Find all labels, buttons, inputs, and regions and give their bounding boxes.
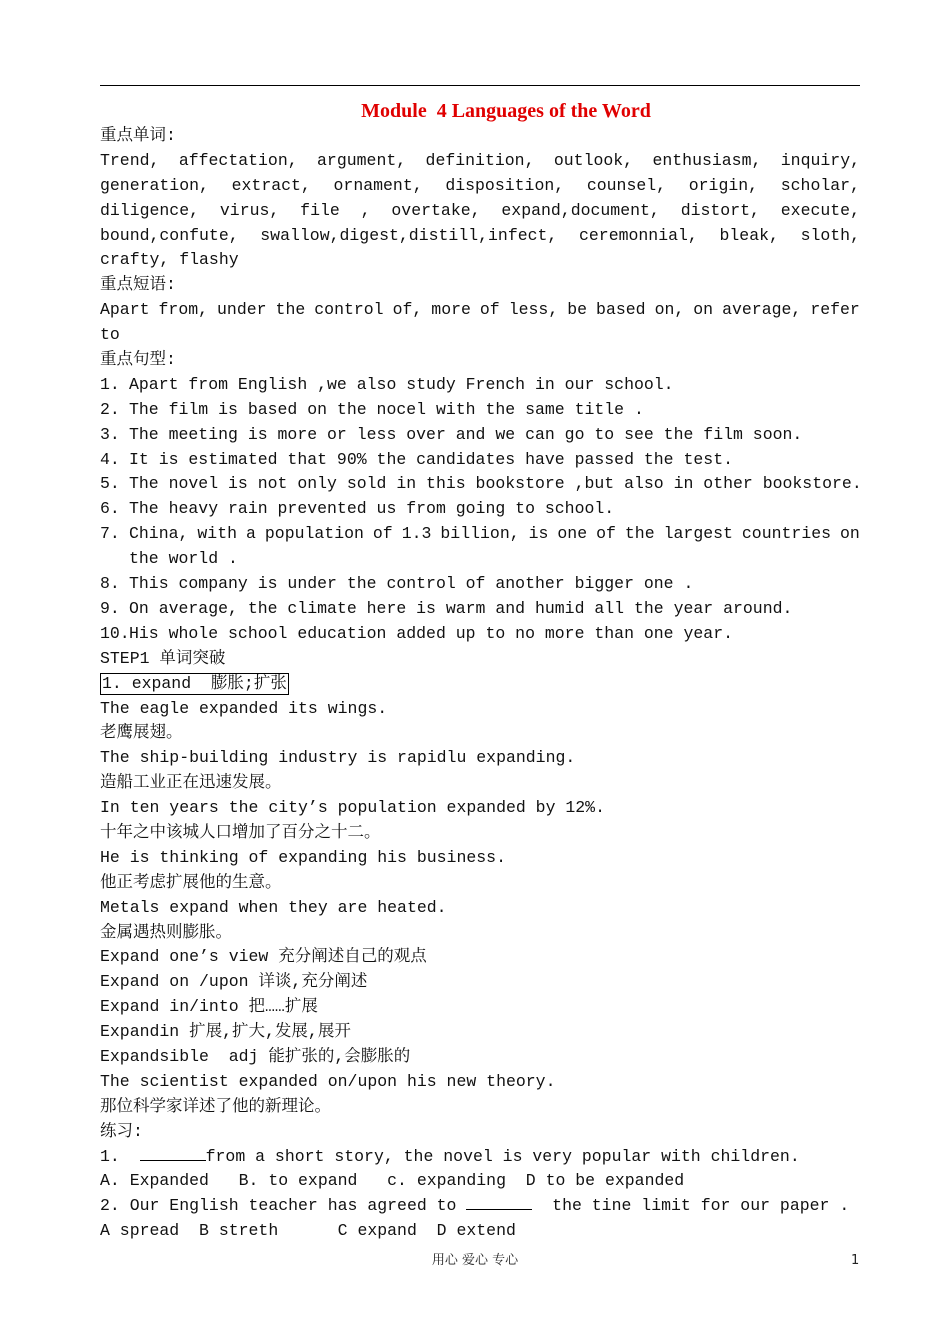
vocab-word: ceremonnial, [579,225,698,245]
example-line: Expand in/into 把……扩展 [100,997,318,1017]
sentence-text: The film is based on the nocel with the same title . [129,399,644,419]
sentence-7-word: one [557,524,588,544]
exercise-1-question: 1. from a short story, the novel is very popular with children. [100,1146,800,1166]
sentence-number: 1. [100,374,120,394]
vocab-heading: 重点单词: [100,126,176,145]
vocab-line [100,224,860,249]
example-line: He is thinking of expanding his business. [100,847,506,867]
answer-blank [140,1146,206,1161]
sentence-number: 10. [100,623,130,643]
phrase-word: under [217,300,267,320]
exercise-2-options: A spread B streth C expand D extend [100,1221,516,1241]
sentence-7-word: population [264,524,364,544]
phrase-heading: 重点短语: [100,275,176,295]
sentence-number: 4. [100,449,120,469]
phrase-word: on [693,300,714,320]
sentence-text: The meeting is more or less over and we can go to see the film soon. [129,424,803,444]
sentence-text: The novel is not only sold in this bookstore ,but also in other bookstore. [129,474,862,494]
vocab-line [100,149,860,174]
sentence-number: 6. [100,499,120,519]
vocab-word: enthusiasm, [652,150,762,170]
example-line: 练习: [100,1121,143,1141]
phrase-word: based [596,300,646,320]
sentence-7-word: billion, [440,524,520,544]
sentence-7-word: China, [129,524,189,544]
sentence-7-word: the [624,524,655,544]
vocab-word: diligence, [100,200,200,220]
example-line: Expand one’s view 充分阐述自己的观点 [100,947,427,967]
example-line: The ship-building industry is rapidlu expanding. [100,748,576,768]
sentence-number: 9. [100,598,120,618]
vocab-line [100,174,860,199]
step1-heading: STEP1 单词突破 [100,648,226,668]
vocab-word: definition, [425,150,535,170]
vocab-word: disposition, [445,175,565,195]
vocab-line [100,199,860,224]
sentence-text: The heavy rain prevented us from going to school. [129,499,615,519]
phrase-word: refer [810,300,860,320]
sentence-number: 2. [100,399,120,419]
example-line: 老鹰展翅。 [100,723,183,743]
sentence-7-word: with [197,524,238,544]
sentence-item [100,373,860,398]
page-title: Module 4 Languages of the Word [361,100,651,122]
example-line: Expandsible adj 能扩张的,会膨胀的 [100,1046,411,1066]
example-line: 造船工业正在迅速发展。 [100,773,282,793]
exercise-2-question: 2. Our English teacher has agreed to the tine limit for our paper . [100,1196,850,1216]
sentence-list-continued [100,572,860,647]
example-line: The scientist expanded on/upon his new theory. [100,1071,556,1091]
sentence-item [100,497,860,522]
phrase-word: of, [392,300,423,320]
sentence-7-word: countries [741,524,832,544]
exercise-1-options: A. Expanded B. to expand c. expanding D to be expanded [100,1171,685,1191]
sentence-7-word: a [246,524,256,544]
sentence-item [100,597,860,622]
sentence-number: 7. [100,524,120,544]
sentence-7-word: largest [663,524,733,544]
sentence-text: This company is under the control of another bigger one . [129,574,694,594]
sentence-number: 3. [100,424,120,444]
vocab-last-line: crafty, flashy [100,250,239,270]
vocab-word: execute, [780,200,860,220]
answer-blank [466,1195,532,1210]
phrase-word: average, [722,300,802,320]
example-line: Expand on /upon 详谈,充分阐述 [100,972,368,992]
example-line: The eagle expanded its wings. [100,698,388,718]
vocab-word: overtake, [391,200,481,220]
example-list [100,697,860,1145]
vocab-word: argument, [317,150,407,170]
sentence-number: 5. [100,474,120,494]
phrase-word: from, [158,300,209,320]
sentence-7-word: is [528,524,549,544]
vocab-word: affectation, [178,150,298,170]
sentence-item [100,398,860,423]
sentence-heading: 重点句型: [100,350,176,370]
sentence-item-7 [100,522,860,572]
vocab-word: , [360,200,371,220]
sentence-7-word: of [596,524,616,544]
vocab-word: generation, [100,175,209,195]
sentence-item [100,622,860,647]
phrase-line [100,298,860,323]
vocab-word: distort, [680,200,760,220]
vocab-word: bleak, [719,225,779,245]
phrase-word: be [567,300,588,320]
example-line: 金属遇热则膨胀。 [100,922,232,942]
sentence-number: 8. [100,574,120,594]
vocab-word: expand,document, [501,200,660,220]
vocab-word: origin, [688,175,759,195]
example-line: In ten years the city’s population expanded by 12%. [100,798,605,818]
phrase-word: Apart [100,300,150,320]
vocab-list [100,149,860,249]
sentence-text: It is estimated that 90% the candidates have passed the test. [129,449,733,469]
page-number: 1 [851,1253,860,1268]
phrase-word: on, [654,300,685,320]
vocab-word: ornament, [333,175,423,195]
example-line: Expandin 扩展,扩大,发展,展开 [100,1022,351,1042]
vocab-word: extract, [231,175,311,195]
sentence-item [100,423,860,448]
vocab-word: virus, [219,200,280,220]
sentence-list [100,373,860,522]
phrase-word: the [275,300,306,320]
vocab-word: scholar, [780,175,860,195]
phrase-word: more [431,300,471,320]
sentence-text: His whole school education added up to no more than one year. [129,623,733,643]
entry-heading-box: 1. expand 膨胀;扩张 [102,673,287,693]
vocab-word: outlook, [553,150,634,170]
example-line: Metals expand when they are heated. [100,897,447,917]
sentence-7-line-1 [129,522,860,547]
sentence-7-word: of [372,524,393,544]
vocab-word: counsel, [586,175,667,195]
phrase-word: less, [508,300,559,320]
vocab-word: Trend, [100,150,160,170]
vocab-word: inquiry, [780,150,860,170]
sentence-text: Apart from English ,we also study French in our school. [129,374,674,394]
vocab-word: swallow,digest,distill,infect, [260,225,558,245]
phrase-last-line: to [100,325,120,345]
phrase-word: of [479,300,500,320]
example-line: 那位科学家详述了他的新理论。 [100,1096,331,1116]
example-line: 他正考虑扩展他的生意。 [100,872,282,892]
page-footer: 用心 爱心 专心 [431,1253,519,1268]
vocab-word: file [300,200,340,220]
sentence-7-line-2: the world . [129,549,238,569]
document-body [100,124,860,1244]
vocab-word: bound,confute, [100,225,239,245]
example-line: 十年之中该城人口增加了百分之十二。 [100,822,381,842]
sentence-7-word: 1.3 [401,524,432,544]
sentence-item [100,448,860,473]
sentence-7-word: on [840,524,860,544]
sentence-item [100,472,860,497]
phrase-word: control [314,300,384,320]
sentence-text: On average, the climate here is warm and humid all the year around. [129,598,793,618]
sentence-item [100,572,860,597]
vocab-word: sloth, [800,225,860,245]
header-rule [100,85,860,86]
